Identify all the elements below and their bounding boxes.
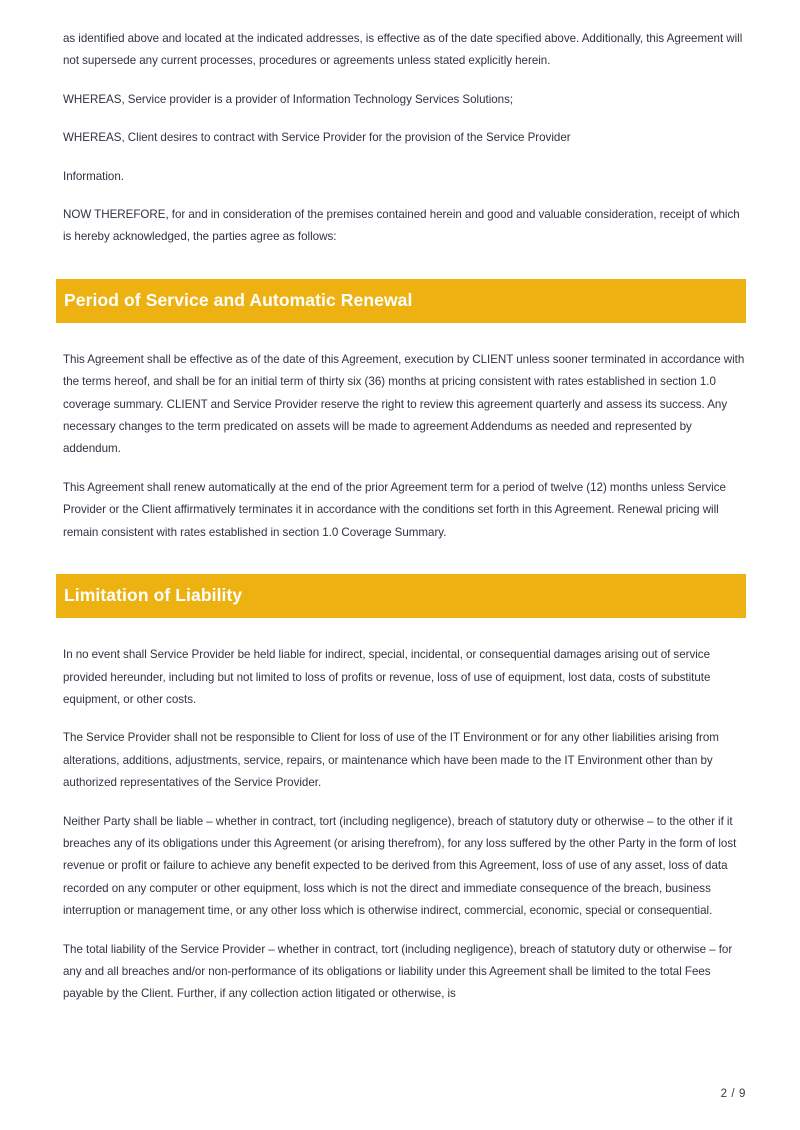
section-banner-limitation-of-liability	[56, 574, 746, 618]
paragraph-whereas-1: WHEREAS, Service provider is a provider of Information Technology Services Solutions;	[63, 92, 514, 106]
paragraph-information: Information.	[63, 169, 124, 183]
section-body-limitation-of-liability	[56, 644, 746, 1006]
section-heading-limitation-of-liability: Limitation of Liability	[64, 585, 243, 606]
page-number: 2 / 9	[720, 1088, 746, 1100]
paragraph-intro-1: as identified above and located at the indicated addresses, is effective as of the date specified above. Additionally, this Agreement will not supersede any current processes, procedures or agreements unless stated explicitly herein.	[63, 32, 743, 68]
paragraph-it-environment: The Service Provider shall not be responsible to Client for loss of use of the IT Environment or for any other liabilities arising from alterations, additions, adjustments, service, repairs, or maintenance which have been made to the IT Environment other than by authorized representatives of the Service Provider.	[63, 731, 719, 790]
paragraph-neither-party: Neither Party shall be liable – whether in contract, tort (including negligence), breach of statutory duty or otherwise – to the other if it breaches any of its obligations under this Agreement (or arising therefrom), for any loss suffered by the other Party in the form of lost revenue or profit or failure to achieve any benefit expected to be derived from this Agreement, loss of use of any asset, loss of data recorded on any computer or other equipment, loss which is not the direct and immediate consequence of the breach, business interruption or management time, or any other loss which is otherwise indirect, commercial, economic, special or consequential.	[63, 814, 737, 918]
page-footer	[56, 1084, 746, 1102]
paragraph-now-therefore: NOW THEREFORE, for and in consideration of the premises contained herein and good and valuable consideration, receipt of which is hereby acknowledged, the parties agree as follows:	[63, 208, 740, 244]
paragraph-no-consequential-damages: In no event shall Service Provider be held liable for indirect, special, incidental, or consequential damages arising out of service provided hereunder, including but not limited to loss of profits or revenue, loss of use of equipment, lost data, costs of substitute equipment, or other costs.	[63, 648, 711, 706]
page-content	[56, 28, 746, 1006]
section-body-period-of-service	[56, 349, 746, 544]
paragraph-auto-renewal: This Agreement shall renew automatically at the end of the prior Agreement term for a period of twelve (12) months unless Service Provider or the Client affirmatively terminates it in accordance with the conditions set forth in this Agreement. Renewal pricing will remain consistent with rates established in section 1.0 Coverage Summary.	[63, 480, 726, 539]
section-heading-period-of-service: Period of Service and Automatic Renewal	[64, 290, 413, 311]
intro-block	[56, 28, 746, 249]
section-banner-period-of-service	[56, 279, 746, 323]
paragraph-total-liability: The total liability of the Service Provider – whether in contract, tort (including negligence), breach of statutory duty or otherwise – for any and all breaches and/or non-performance of its obligations or liability under this Agreement shall be limited to the total Fees payable by the Client. Further, if any collection action litigated or otherwise, is	[63, 942, 733, 1001]
paragraph-initial-term: This Agreement shall be effective as of the date of this Agreement, execution by CLIENT unless sooner terminated in accordance with the terms hereof, and shall be for an initial term of thirty six (36) months at pricing consistent with rates established in section 1.0 coverage summary. CLIENT and Service Provider reserve the right to review this agreement quarterly and assess its success. Any necessary changes to the term predicated on assets will be made to agreement Addendums as needed and represented by addendum.	[63, 352, 745, 456]
paragraph-whereas-2: WHEREAS, Client desires to contract with Service Provider for the provision of the Service Provider	[63, 131, 571, 145]
